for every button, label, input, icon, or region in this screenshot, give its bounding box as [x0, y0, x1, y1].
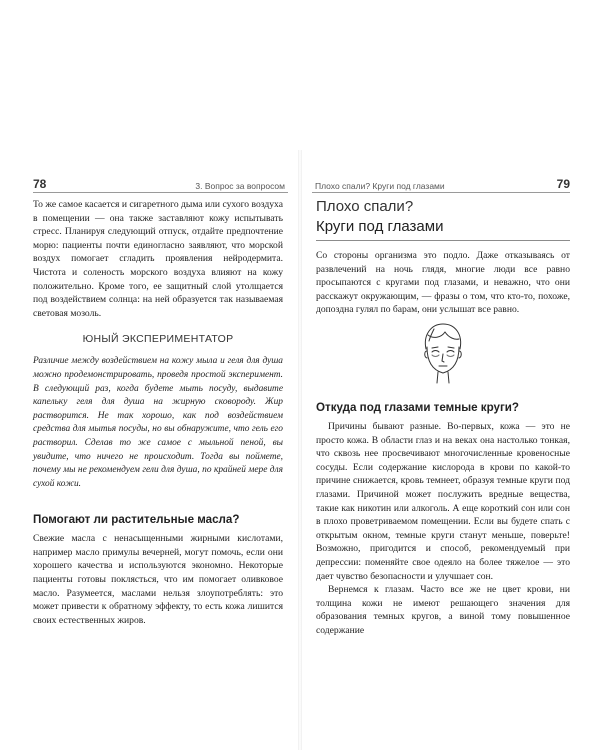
intro-paragraph: То же самое касается и сигаретного дыма или сухого воздуха в помещении — она также заставляют кожу испытывать стресс. Планируя следующий отпуск, отдайте предпочтение морю: пациенты почти единогласно заявляют, что морской воздух помогает сгладить проявления нейродермита. Чистота и соленость морского воздуха влияют на кожу положительно. Кроме того, ее защитный слой утолщается под воздействием солнца: на ней образуется так называемая световая мозоль. — [33, 199, 283, 319]
left-page-header — [33, 173, 285, 191]
right-page-header — [315, 173, 570, 191]
header-rule — [312, 192, 570, 193]
header-rule — [33, 192, 288, 193]
section-paragraph: Свежие масла с ненасыщенными жирными кислотами, например масло примулы вечерней, могут помочь, если они хорошего качества и используются экономно. Некоторые пациенты готовы поклясться, что им помогает оливковое масло. Разумеется, маслами нельзя злоупотреблять: это может привести к обратному эффекту, то есть кожа лишится своих естественных жиров. — [33, 533, 283, 626]
face-illustration — [316, 321, 570, 387]
running-head: 3. Вопрос за вопросом — [195, 181, 285, 191]
section-heading: Помогают ли растительные масла? — [33, 513, 240, 527]
experiment-text: Различие между воздействием на кожу мыла и геля для душа можно продемонстрировать, проведя простой эксперимент. В следующий раз, когда будете мыть посуду, выдавите капельку геля для душа на жирную сковороду. Жир растворится. Не так хорошо, как под воздействием средства для мытья посуды, но вы обнаружите, что гель его растворил. Сделав то же самое с мыльной пеной, вы увидите, что ничего не происходит. Тогда вы поймете, почему мы не рекомендуем гели для душа, по крайней мере для сухой кожи. — [33, 356, 283, 489]
running-head: Плохо спали? Круги под глазами — [315, 181, 445, 191]
tired-face-icon — [416, 321, 470, 387]
chapter-overline: Плохо спали? — [316, 198, 414, 215]
section-heading: Откуда под глазами темные круги? — [316, 400, 520, 414]
right-page-content — [316, 198, 570, 637]
chapter-rule — [316, 240, 570, 241]
paragraph-2: Вернемся к глазам. Часто все же не цвет крови, ни толщина кожи не имеют решающего значения для образования темных кругов, а виной тому повышенное содержание — [316, 584, 570, 636]
page-number: 79 — [556, 177, 570, 191]
intro-paragraph: Со стороны организма это подло. Даже отказываясь от развлечений на ночь глядя, многие люди все равно просыпаются с кругами под глазами, и неважно, что они расскажут окружающим, — фразы о том, что кто-то, похоже, допоздна гулял по барам, они услышат все равно. — [316, 250, 570, 316]
paragraph-1: Причины бывают разные. Во-первых, кожа — это не просто кожа. В области глаз и на веках она настолько тонкая, что сквозь нее просвечивают многочисленные кровеносные сосуды. Если содержание кислорода в крови по какой-то причине снижается, кровь темнеет, образуя темные круги под глазами. Причиной может послужить вредные вещества, такие как никотин или алкоголь. А еще короткий сон или сон в плохо проветриваемом помещении. Если вы будете спать с открытым окном, темные круги станут меньше, поверьте! Возможно, пригодится и способ, рекомендуемый при депрессии: поменяйте свое одеяло на более тяжелое — это дает чувство безопасности и улучшает сон. — [316, 420, 570, 582]
experiment-heading: ЮНЫЙ ЭКСПЕРИМЕНТАТОР — [82, 333, 234, 346]
page-number: 78 — [33, 177, 47, 191]
right-page — [300, 0, 600, 750]
left-page-content — [33, 198, 283, 627]
chapter-title: Круги под глазами — [316, 218, 444, 235]
